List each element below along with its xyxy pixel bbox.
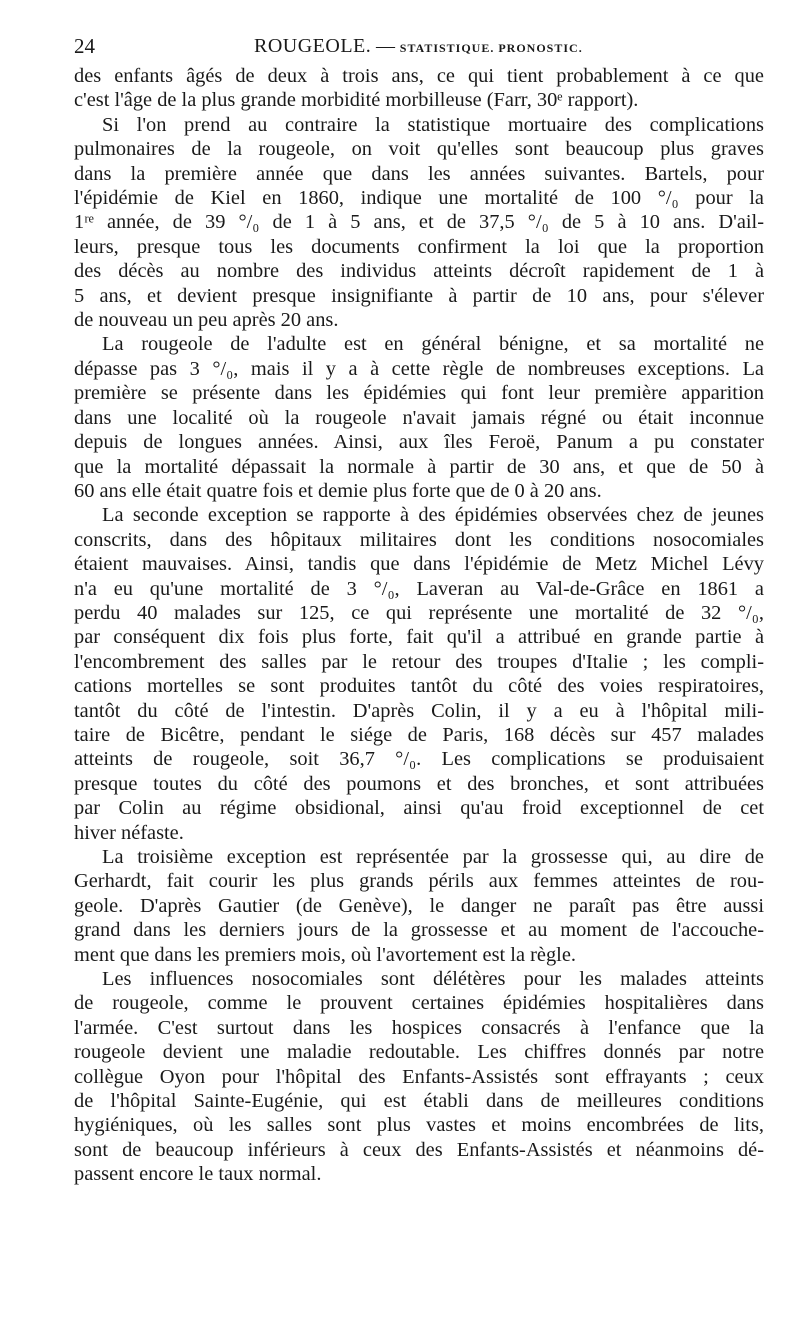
text-line: Si l'on prend au contraire la statistique mortuaire des complications [102,113,764,136]
text-line: atteints de rougeole, soit 36,7 °/₀. Les complications se produisaient [74,748,764,771]
text-line: tantôt du côté de l'intestin. D'après Colin, il y a eu à l'hôpital mili- [74,699,764,722]
running-title-sub: STATISTIQUE. PRONOSTIC. [399,41,583,55]
paragraph [74,332,764,503]
text-line: de l'hôpital Sainte-Eugénie, qui est établi dans de meilleures conditions [74,1090,764,1113]
text-line: l'épidémie de Kiel en 1860, indique une mortalité de 100 °/₀ pour la [74,187,764,210]
text-line: hygiéniques, où les salles sont plus vastes et moins encombrées de lits, [74,1114,764,1137]
text-line: par Colin au régime obsidional, ainsi qu'au froid exceptionnel de cet [74,797,764,820]
text-line: pulmonaires de la rougeole, on voit qu'elles sont beaucoup plus graves [74,138,764,161]
text-line: étaient mauvaises. Ainsi, tandis que dans l'épidémie de Metz Michel Lévy [74,553,764,576]
text-line: des enfants âgés de deux à trois ans, ce qui tient probablement à ce que [74,65,764,87]
running-header [74,34,762,64]
text-line: dans une localité où la rougeole n'avait jamais régné ou était inconnue [74,406,764,429]
paragraph [74,503,764,845]
text-line: par conséquent dix fois plus forte, fait qu'il a attribué en grande partie à [74,626,764,649]
text-line: conscrits, dans des hôpitaux militaires dont les conditions nosocomiales [74,528,764,551]
body-text [74,64,764,1187]
text-line: Gerhardt, fait courir les plus grands périls aux femmes atteintes de rou- [74,870,764,893]
text-line: cations mortelles se sont produites tantôt du côté des voies respiratoires, [74,675,764,698]
text-line: Les influences nosocomiales sont délétères pour les malades atteints [102,968,764,991]
running-title-separator: — [371,36,400,57]
paragraph [74,967,764,1187]
text-line: leurs, presque tous les documents confirment la loi que la proportion [74,235,764,258]
paragraph [74,64,764,113]
text-line: que la mortalité dépassait la normale à partir de 30 ans, et que de 50 à [74,455,764,478]
text-line: 1ʳᵉ année, de 39 °/₀ de 1 à 5 ans, et de 37,5 °/₀ de 5 à 10 ans. D'ail- [74,211,764,234]
text-line: La rougeole de l'adulte est en général bénigne, et sa mortalité ne [102,333,764,356]
text-line: geole. D'après Gautier (de Genève), le danger ne paraît pas être aussi [74,894,764,917]
text-line: La troisième exception est représentée par la grossesse qui, au dire de [102,846,764,868]
text-line: grand dans les derniers jours de la grossesse et au moment de l'accouche- [74,919,764,942]
text-line: sont de beaucoup inférieurs à ceux des Enfants-Assistés et néanmoins dé- [74,1138,764,1161]
text-line: des décès au nombre des individus atteints décroît rapidement de 1 à [74,260,764,283]
text-line: presque toutes du côté des poumons et des bronches, et sont attribuées [74,772,764,795]
text-line: première se présente dans les épidémies qui font leur première apparition [74,382,764,405]
text-line: perdu 40 malades sur 125, ce qui représente une mortalité de 32 °/₀, [74,601,764,624]
text-line: depuis de longues années. Ainsi, aux îles Feroë, Panum a pu constater [74,431,764,454]
paragraph [74,113,764,333]
text-line: l'encombrement des salles par le retour des troupes d'Italie ; les compli- [74,650,764,673]
text-line: 60 ans elle était quatre fois et demie plus forte que de 0 à 20 ans. [74,479,602,502]
text-line: l'armée. C'est surtout dans les hospices consacrés à l'enfance que la [74,1016,764,1039]
text-line: de rougeole, comme le prouvent certaines épidémies hospitalières dans [74,992,764,1015]
text-line: n'a eu qu'une mortalité de 3 °/₀, Laveran au Val-de-Grâce en 1861 a [74,577,764,600]
text-line: de nouveau un peu après 20 ans. [74,309,339,332]
text-line: La seconde exception se rapporte à des épidémies observées chez de jeunes [102,504,764,527]
text-line: collègue Oyon pour l'hôpital des Enfants-Assistés sont effrayants ; ceux [74,1065,764,1088]
text-line: ment que dans les premiers mois, où l'avortement est la règle. [74,943,576,966]
text-line: 5 ans, et devient presque insignifiante à partir de 10 ans, pour s'élever [74,284,764,307]
text-line: hiver néfaste. [74,821,184,844]
page-number: 24 [74,34,95,58]
text-line: passent encore le taux normal. [74,1163,322,1186]
paragraph [74,845,764,967]
running-title [254,34,583,60]
text-line: c'est l'âge de la plus grande morbidité morbilleuse (Farr, 30ᵉ rapport). [74,89,639,112]
running-title-main: ROUGEOLE. [254,35,372,57]
text-line: taire de Bicêtre, pendant le siége de Paris, 168 décès sur 457 malades [74,723,764,746]
text-line: dans la première année que dans les années suivantes. Bartels, pour [74,162,764,185]
text-line: dépasse pas 3 °/₀, mais il y a à cette règle de nombreuses exceptions. La [74,357,764,380]
text-line: rougeole devient une maladie redoutable. Les chiffres donnés par notre [74,1041,764,1064]
